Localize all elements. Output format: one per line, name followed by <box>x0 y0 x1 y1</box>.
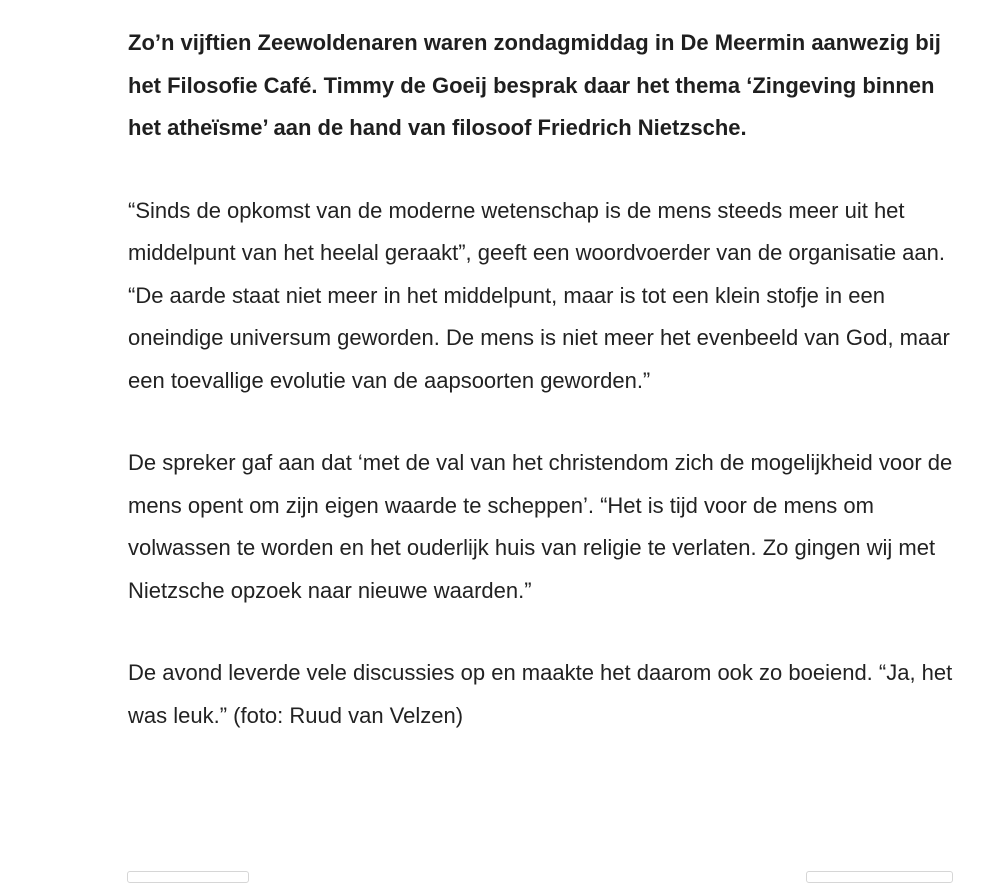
article-lead: Zo’n vijftien Zeewoldenaren waren zondagmiddag in De Meermin aanwezig bij het Filosofie Café. Timmy de Goeij besprak daar het thema ‘Zingeving binnen het atheïsme’ aan de hand van filosoof Friedrich Nietzsche. <box>128 30 941 140</box>
next-article-button[interactable] <box>806 871 953 883</box>
article-paragraph-1: “Sinds de opkomst van de moderne wetenschap is de mens steeds meer uit het middelpunt van het heelal geraakt”, geeft een woordvoerder van de organisatie aan. “De aarde staat niet meer in het middelpunt, maar is tot een klein stofje in een oneindige universum geworden. De mens is niet meer het evenbeeld van God, maar een toevallige evolutie van de aapsoorten geworden.” <box>128 197 950 393</box>
article-paragraph-2: De spreker gaf aan dat ‘met de val van het christendom zich de mogelijkheid voor de mens opent om zijn eigen waarde te scheppen’. “Het is tijd voor de mens om volwassen te worden en het ouderlijk huis van religie te verlaten. Zo gingen wij met Nietzsche opzoek naar nieuwe waarden.” <box>128 450 953 603</box>
previous-article-button[interactable] <box>127 871 249 883</box>
article-body <box>128 22 968 737</box>
article-paragraph-3: De avond leverde vele discussies op en maakte het daarom ook zo boeiend. “Ja, het was leuk.” (foto: Ruud van Velzen) <box>128 660 953 728</box>
